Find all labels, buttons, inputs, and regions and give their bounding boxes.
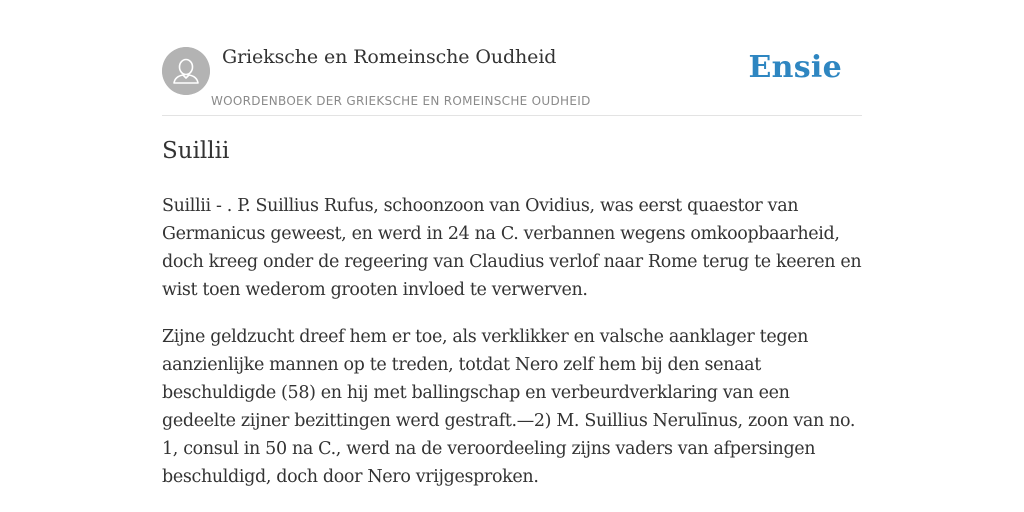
entry-title: Suillii (162, 138, 230, 164)
entry-content (162, 192, 862, 510)
source-title[interactable]: Grieksche en Romeinsche Oudheid (222, 46, 557, 68)
user-icon (162, 47, 210, 95)
page (162, 0, 862, 487)
entry-paragraph: Suillii - . P. Suillius Rufus, schoonzoon van Ovidius, was eerst quaestor van Germanicus geweest, en werd in 24 na C. verbannen wegens omkoopbaarheid, doch kreeg onder de regeering van Claudius verlof naar Rome terug te keeren en wist toen wederom grooten invloed te verwerven. (162, 196, 862, 300)
source-subtitle[interactable]: WOORDENBOEK DER GRIEKSCHE EN ROMEINSCHE OUDHEID (211, 94, 591, 108)
ensie-logo[interactable]: Ensie (748, 50, 842, 85)
header (162, 0, 862, 116)
source-avatar[interactable] (162, 47, 210, 95)
entry-paragraph: Zijne geldzucht dreef hem er toe, als verklikker en valsche aanklager tegen aanzienlijke mannen op te treden, totdat Nero zelf hem bij den senaat beschuldigde (58) en hij met ballingschap en verbeurdverklaring van een gedeelte zijner bezittingen werd gestraft.—2) M. Suillius Nerulīnus, zoon van no. 1, consul in 50 na C., werd na de veroordeeling zijns vaders van afpersingen beschuldigd, doch door Nero vrijgesproken. (162, 327, 856, 487)
